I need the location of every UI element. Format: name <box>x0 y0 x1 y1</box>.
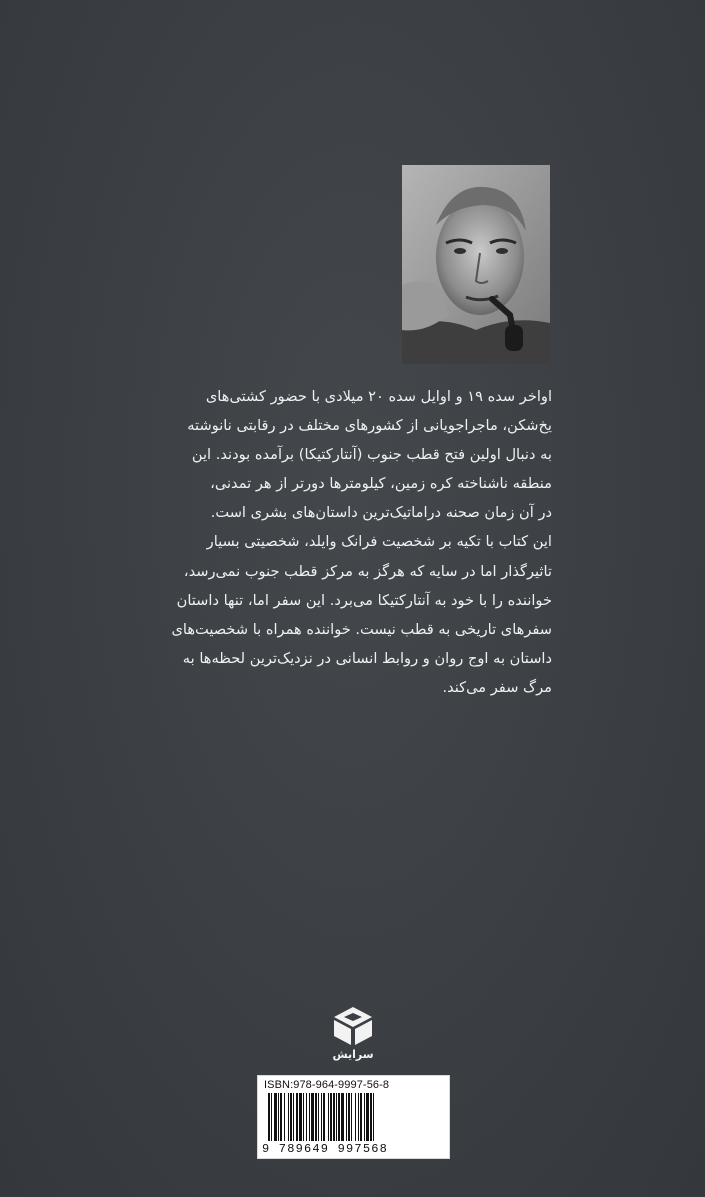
publisher-mark <box>303 1005 403 1061</box>
barcode-bar <box>315 1093 317 1141</box>
barcode-bar <box>296 1093 298 1141</box>
description-line: سفرهای تاریخی به قطب نیست. خواننده همراه با شخصیت‌های <box>171 620 552 638</box>
barcode-bar <box>373 1093 374 1141</box>
barcode-bar <box>280 1093 282 1141</box>
barcode-bar <box>271 1093 272 1141</box>
barcode-bar <box>358 1093 359 1141</box>
barcode-bars <box>266 1093 444 1143</box>
barcode-bar <box>318 1093 319 1141</box>
barcode-bar <box>336 1093 337 1141</box>
barcode-bar <box>355 1093 356 1141</box>
barcode-bar <box>293 1093 294 1141</box>
description-line: مرگ سفر می‌کند. <box>442 678 552 696</box>
barcode-bar <box>274 1093 277 1141</box>
barcode-bar <box>346 1093 347 1141</box>
barcode-bar <box>278 1093 279 1141</box>
barcode-bar <box>330 1093 332 1141</box>
author-portrait-photo <box>402 165 550 364</box>
barcode-bar <box>321 1093 322 1141</box>
barcode-bar <box>290 1093 292 1141</box>
barcode-bar <box>268 1093 270 1141</box>
barcode-bar <box>306 1093 307 1141</box>
book-description <box>140 382 552 702</box>
barcode-bar <box>309 1093 310 1141</box>
barcode-bar <box>328 1093 329 1141</box>
isbn-barcode <box>257 1075 450 1159</box>
description-line: یخ‌شکن، ماجراجویانی از کشورهای مختلف در رقابتی نانوشته <box>187 417 552 435</box>
barcode-bar <box>333 1093 335 1141</box>
barcode-bar <box>288 1093 289 1141</box>
barcode-bar <box>323 1093 325 1141</box>
publisher-logo-icon <box>331 1005 375 1047</box>
barcode-bar <box>284 1093 285 1141</box>
barcode-bar <box>351 1093 352 1141</box>
barcode-digits: 9 789649 997568 <box>262 1142 389 1156</box>
barcode-bar <box>370 1093 372 1141</box>
barcode-bar <box>360 1093 362 1141</box>
barcode-bar <box>299 1093 302 1141</box>
description-line: منطقه ناشناخته کره زمین، کیلومترها دورتر از هر تمدنی، <box>210 475 552 493</box>
description-line: داستان به اوج روان و روابط انسانی در نزدیک‌ترین لحظه‌ها به <box>182 649 552 667</box>
description-line: اواخر سده ۱۹ و اوایل سده ۲۰ میلادی با حضور کشتی‌های <box>205 388 552 405</box>
description-line: خواننده را با خود به آنتارکتیکا می‌برد. این سفر اما، تنها داستان <box>176 591 552 609</box>
barcode-bar <box>311 1093 314 1141</box>
barcode-bar <box>338 1093 340 1141</box>
description-line: در آن زمان صحنه دراماتیک‌ترین داستان‌های بشری است. <box>210 504 552 522</box>
description-line: این کتاب با تکیه بر شخصیت فرانک وایلد، شخصیتی بسیار <box>206 533 552 551</box>
description-line: به دنبال اولین فتح قطب جنوب (آنتارکتیکا) برآمده بودند. این <box>191 446 552 464</box>
barcode-bar <box>364 1093 365 1141</box>
isbn-label: ISBN:978-964-9997-56-8 <box>264 1079 390 1091</box>
barcode-bar <box>366 1093 369 1141</box>
portrait-illustration <box>402 165 550 364</box>
description-line: تاثیرگذار اما در سایه که هرگز به مرکز قطب جنوب نمی‌رسد، <box>183 562 552 580</box>
barcode-bar <box>303 1093 304 1141</box>
publisher-name: سرایش <box>332 1048 374 1061</box>
barcode-bar <box>341 1093 344 1141</box>
barcode-bar <box>348 1093 350 1141</box>
